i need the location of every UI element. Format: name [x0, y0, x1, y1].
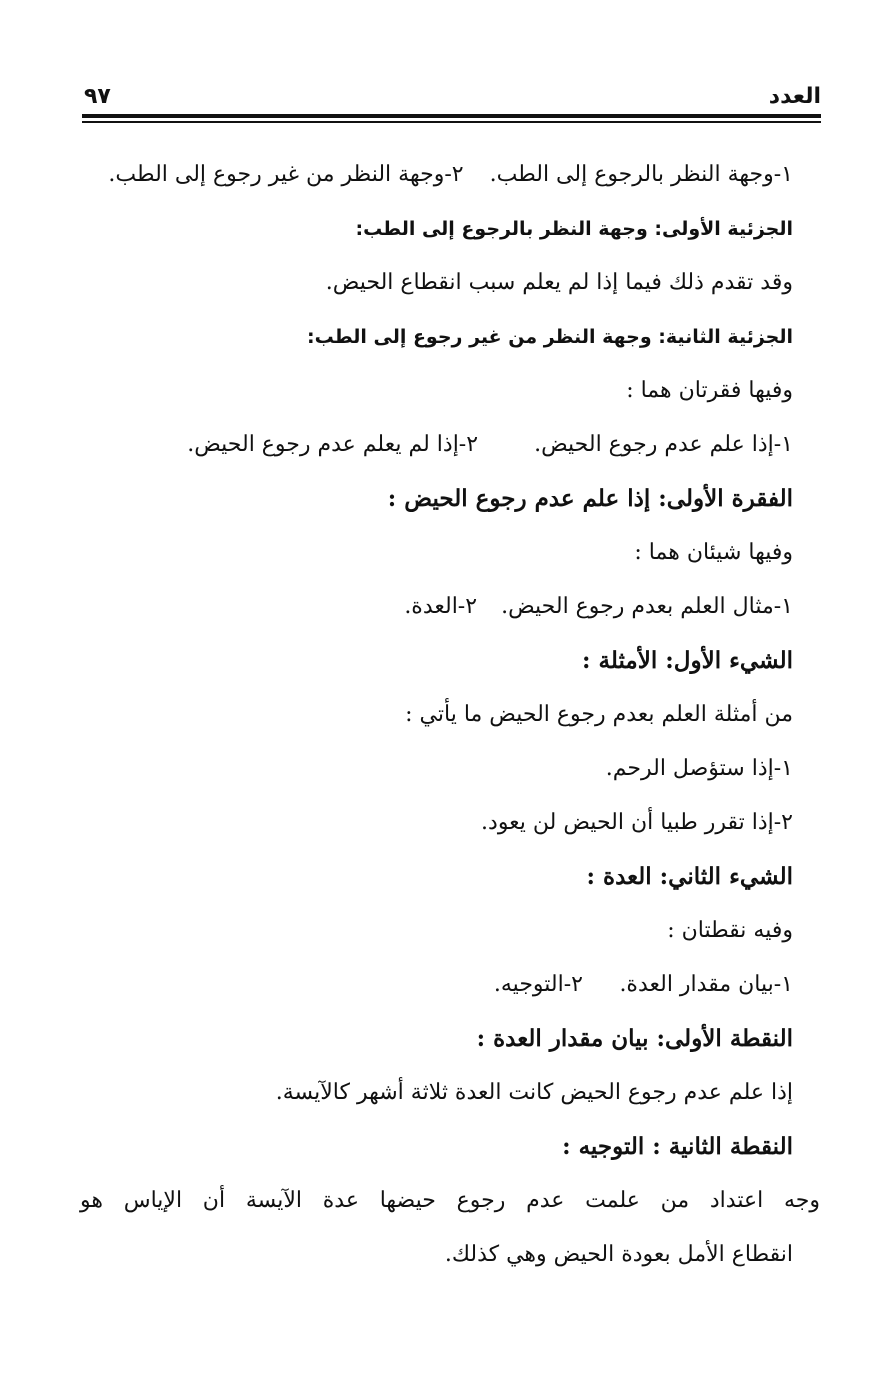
paragraph-line: وفيها شيئان هما :	[634, 540, 793, 565]
list-item: ١-إذا علم عدم رجوع الحيض.	[534, 432, 793, 457]
header-rule-thin	[82, 121, 821, 123]
header-rule-thick	[82, 114, 821, 118]
subheading: الجزئية الثانية: وجهة النظر من غير رجوع إلى الطب:	[306, 326, 793, 348]
paragraph-line: وفيها فقرتان هما :	[626, 378, 793, 403]
list-item: ٢-العدة.	[404, 594, 478, 619]
list-item: ٢-التوجيه.	[493, 972, 583, 997]
section-heading: الشيء الثاني: العدة :	[586, 863, 793, 890]
section-heading: النقطة الثانية : التوجيه :	[562, 1133, 793, 1160]
list-item: ١-وجهة النظر بالرجوع إلى الطب.	[489, 162, 793, 187]
list-line	[80, 580, 793, 634]
list-line	[80, 418, 793, 472]
list-line	[80, 148, 793, 202]
section-heading: الفقرة الأولى: إذا علم عدم رجوع الحيض :	[387, 485, 793, 512]
page-header	[80, 80, 821, 116]
paragraph-line: من أمثلة العلم بعدم رجوع الحيض ما يأتي :	[405, 702, 793, 727]
paragraph-line: انقطاع الأمل بعودة الحيض وهي كذلك.	[444, 1242, 793, 1267]
paragraph-line: وفيه نقطتان :	[667, 918, 793, 943]
page-number: ٩٧	[84, 84, 111, 109]
list-item: ١-بيان مقدار العدة.	[619, 972, 793, 997]
paragraph-line: وقد تقدم ذلك فيما إذا لم يعلم سبب انقطاع الحيض.	[325, 270, 793, 295]
paragraph-line: وجه اعتداد من علمت عدم رجوع حيضها عدة الآيسة أن الإياس هو	[80, 1188, 820, 1213]
list-item: ١-مثال العلم بعدم رجوع الحيض.	[501, 594, 793, 619]
chapter-title: العدد	[768, 84, 821, 109]
paragraph-line: إذا علم عدم رجوع الحيض كانت العدة ثلاثة أشهر كالآيسة.	[275, 1080, 793, 1105]
list-item: ٢-إذا تقرر طبيا أن الحيض لن يعود.	[481, 810, 793, 835]
list-item: ٢-وجهة النظر من غير رجوع إلى الطب.	[108, 162, 464, 187]
section-heading: الشيء الأول: الأمثلة :	[582, 647, 793, 674]
section-heading: النقطة الأولى: بيان مقدار العدة :	[476, 1025, 793, 1052]
subheading: الجزئية الأولى: وجهة النظر بالرجوع إلى الطب:	[355, 218, 793, 240]
list-line	[80, 958, 793, 1012]
list-item: ٢-إذا لم يعلم عدم رجوع الحيض.	[187, 432, 479, 457]
list-item: ١-إذا ستؤصل الرحم.	[605, 756, 793, 781]
page-body	[80, 148, 820, 1282]
